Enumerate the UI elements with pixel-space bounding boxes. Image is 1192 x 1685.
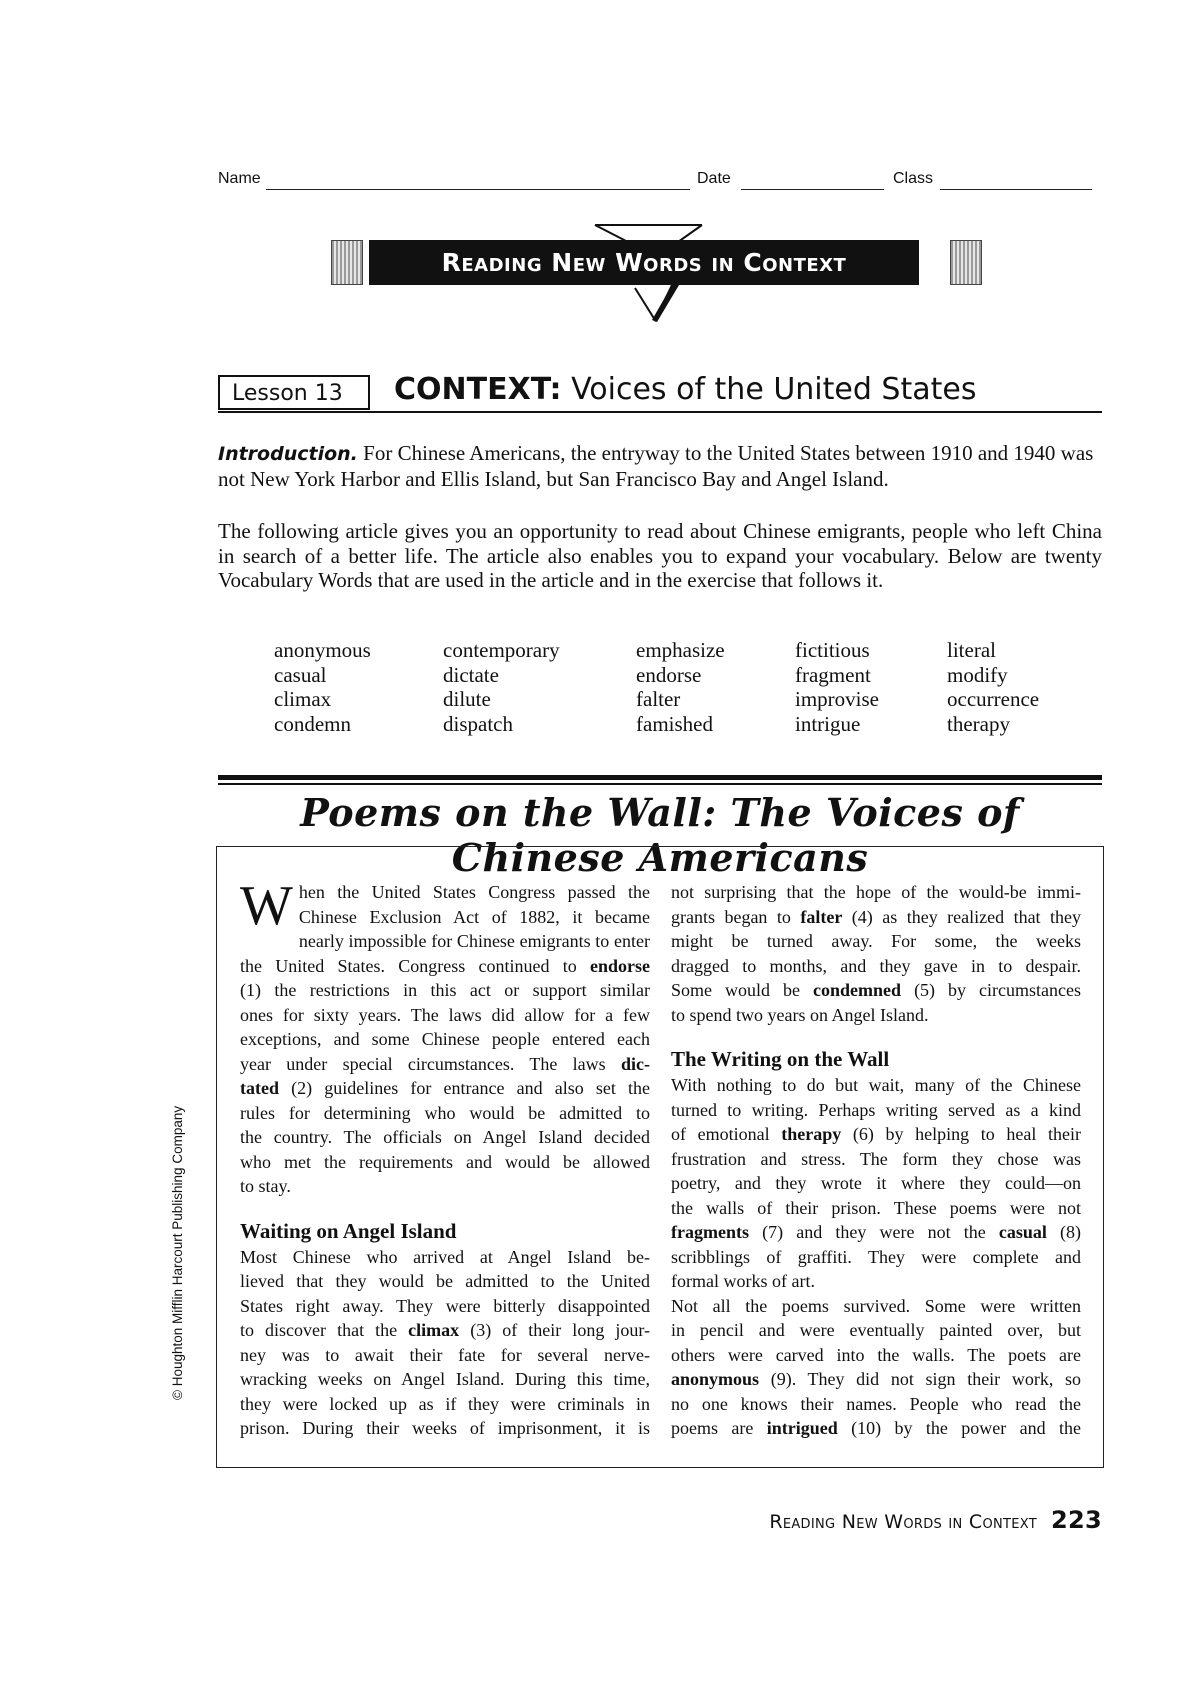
article-line — [671, 1343, 1081, 1368]
vocab-word: fictitious — [795, 638, 870, 662]
article-line — [240, 1003, 650, 1028]
article-line — [240, 1392, 650, 1417]
vocab-highlight: fragments — [671, 1222, 749, 1242]
vocab-word: dilute — [443, 687, 491, 711]
article-subheading: The Writing on the Wall — [671, 1047, 890, 1071]
article-line — [240, 1343, 650, 1368]
article-text: (8) — [1060, 1222, 1081, 1242]
article-line — [240, 1150, 650, 1175]
date-label: Date — [697, 170, 731, 187]
article-subheading: Waiting on Angel Island — [240, 1218, 457, 1243]
introduction-paragraph — [218, 441, 1102, 491]
article-text: might be turned away. For some, the weeks — [671, 931, 1081, 951]
name-line — [266, 189, 690, 190]
article-line — [240, 1367, 650, 1392]
article-text: the country. The officials on Angel Island decided — [240, 1127, 650, 1147]
article-line — [671, 1003, 1081, 1028]
article-line — [671, 1073, 1081, 1098]
article-top-rule-thin — [218, 783, 1102, 785]
paragraph-gap — [240, 1199, 650, 1217]
article-line — [240, 1174, 650, 1199]
article-text: ones for sixty years. The laws did allow for a few — [240, 1004, 650, 1025]
introduction-label: Introduction. — [218, 443, 358, 465]
class-line — [940, 189, 1092, 190]
vocab-word: endorse — [636, 662, 702, 687]
article-text: turned to writing. Perhaps writing served as a kind — [671, 1099, 1081, 1120]
article-text: wracking weeks on Angel Island. During this time, — [240, 1369, 650, 1389]
article-text: of emotional — [671, 1124, 770, 1144]
article-text: to spend two years on Angel Island. — [671, 1004, 929, 1025]
banner-left-pattern — [331, 240, 363, 285]
vocab-column-1 — [274, 638, 371, 736]
article-text: poems are — [671, 1418, 754, 1438]
article-text: Not all the poems survived. Some were written — [671, 1295, 1081, 1316]
article-text: to stay. — [240, 1176, 291, 1196]
vocab-word: literal — [947, 638, 996, 662]
article-title: Poems on the Wall: The Voices of Chinese Americans — [300, 790, 1020, 880]
name-label: Name — [218, 170, 261, 187]
article-line — [240, 1027, 650, 1052]
article-line — [299, 905, 650, 930]
article-line — [671, 978, 1081, 1003]
vocab-highlight: intrigued — [766, 1418, 838, 1438]
footer-label: Reading New Words in Context — [769, 1511, 1037, 1533]
article-text: hen the United States Congress passed the — [298, 882, 650, 902]
lesson-title — [394, 372, 976, 407]
vocab-word: intrigue — [795, 711, 861, 736]
vocab-word: therapy — [947, 711, 1010, 736]
article-line — [671, 1416, 1081, 1441]
article-text: scribblings of graffiti. They were complete and — [671, 1246, 1081, 1267]
article-line — [671, 1269, 1081, 1294]
vocab-column-4 — [795, 638, 879, 736]
vocab-word: climax — [274, 687, 332, 711]
drop-cap: W — [240, 875, 293, 937]
page-footer — [769, 1506, 1102, 1534]
article-text: in pencil and were eventually painted over, but — [671, 1320, 1081, 1340]
article-line — [299, 880, 650, 905]
article-line — [671, 1220, 1081, 1245]
article-text: nearly impossible for Chinese emigrants to enter — [298, 931, 650, 951]
vocab-highlight: anonymous — [671, 1369, 760, 1389]
article-text: to discover that the — [240, 1320, 398, 1340]
article-text: (3) of their long jour- — [470, 1320, 650, 1340]
article-line — [240, 1416, 650, 1441]
article-line — [671, 905, 1081, 930]
article-line — [671, 1245, 1081, 1270]
introduction-text: For Chinese Americans, the entryway to the United States between 1910 and 1940 was not New York Harbor and Ellis Island, but San Francisco Bay and Angel Island. — [218, 441, 1094, 491]
article-line — [240, 954, 650, 979]
vocab-word: contemporary — [443, 638, 560, 662]
vocab-column-5 — [947, 638, 1039, 736]
page-number: 223 — [1051, 1506, 1102, 1534]
class-label: Class — [893, 170, 934, 187]
vocab-highlight: endorse — [590, 955, 650, 976]
article-line — [240, 1076, 650, 1101]
description-paragraph: The following article gives you an opportunity to read about Chinese emigrants, people who left China in search of a better life. The article also enables you to expand your vocabulary. Below are twenty Vocabulary Words that are used in the article and in the exercise that follows it. — [218, 519, 1102, 592]
article-text: lieved that they would be admitted to the United — [240, 1271, 650, 1291]
vocab-word: improvise — [795, 687, 879, 711]
article-text: (5) by circumstances — [914, 980, 1081, 1000]
article-text: (7) and they were not the — [762, 1222, 986, 1242]
vocab-highlight: condemned — [813, 980, 902, 1000]
article-line — [240, 1269, 650, 1294]
vocab-word: dictate — [443, 662, 499, 687]
article-text: exceptions, and some Chinese people entered each — [240, 1029, 650, 1049]
article-line — [671, 1318, 1081, 1343]
vocab-word: dispatch — [443, 711, 513, 736]
article-line — [671, 880, 1081, 905]
paragraph-gap — [671, 1027, 1081, 1045]
article-text: ney was to await their fate for several nerve- — [240, 1344, 650, 1365]
lesson-number-box: Lesson 13 — [218, 375, 370, 410]
article-text: the United States. Congress continued to — [240, 955, 577, 976]
vocab-word: famished — [636, 711, 713, 736]
vocab-highlight: therapy — [781, 1124, 842, 1144]
article-text: the walls of their prison. These poems were not — [671, 1197, 1081, 1218]
vocab-word: occurrence — [947, 687, 1040, 711]
article-text: others were carved into the walls. The poets are — [671, 1344, 1081, 1365]
context-title: Voices of the United States — [571, 372, 977, 407]
article-text: Most Chinese who arrived at Angel Island be- — [240, 1246, 650, 1267]
vocab-word: emphasize — [636, 638, 725, 662]
article-text: Chinese Exclusion Act of 1882, it became — [298, 906, 650, 927]
lesson-rule — [218, 411, 1102, 413]
article-line — [240, 978, 650, 1003]
article-text: dragged to months, and they gave in to despair. — [671, 955, 1081, 976]
article-line — [240, 1052, 650, 1077]
article-text: they were locked up as if they were criminals in — [240, 1393, 650, 1414]
vocab-word: falter — [636, 687, 681, 711]
banner-right-pattern — [950, 240, 982, 285]
article-text: grants began to — [671, 906, 791, 927]
article-text: rules for determining who would be admitted to — [240, 1102, 650, 1123]
article-right-column — [671, 880, 1081, 1441]
article-line — [671, 1098, 1081, 1123]
article-text: who met the requirements and would be allowed — [240, 1151, 650, 1172]
article-text: (9). They did not sign their work, so — [770, 1369, 1081, 1389]
vocab-word: anonymous — [274, 638, 371, 662]
vocab-word: casual — [274, 662, 327, 687]
article-line — [671, 1147, 1081, 1172]
article-text: (1) the restrictions in this act or support similar — [240, 980, 650, 1000]
article-text: (10) by the power and the — [851, 1418, 1081, 1438]
date-line — [741, 189, 884, 190]
article-text: Some would be — [671, 980, 801, 1000]
article-line — [240, 1318, 650, 1343]
article-line — [240, 1294, 650, 1319]
vocab-highlight: casual — [998, 1222, 1047, 1242]
vocab-highlight: falter — [800, 906, 843, 927]
article-line — [240, 1101, 650, 1126]
article-top-rule — [218, 775, 1102, 780]
article-text: no one knows their names. People who read the — [671, 1393, 1081, 1414]
vocab-word: modify — [947, 662, 1008, 687]
vocab-column-3 — [636, 638, 725, 736]
article-line — [671, 1122, 1081, 1147]
article-text: not surprising that the hope of the would-be immi- — [671, 882, 1081, 902]
article-line — [671, 1367, 1081, 1392]
article-line — [240, 1125, 650, 1150]
article-line — [671, 1196, 1081, 1221]
article-line — [671, 929, 1081, 954]
article-text: With nothing to do but wait, many of the Chinese — [671, 1075, 1081, 1095]
vocab-highlight: tated — [240, 1078, 279, 1098]
article-text: (4) as they realized that they — [851, 906, 1081, 927]
vocab-highlight: dic- — [621, 1053, 650, 1074]
copyright-credit: © Houghton Mifflin Harcourt Publishing Company — [170, 1105, 185, 1400]
article-text: year under special circumstances. The laws — [240, 1053, 606, 1074]
article-line — [299, 929, 650, 954]
article-line — [671, 1294, 1081, 1319]
vocab-word: condemn — [274, 711, 351, 736]
banner-title: Reading New Words in Context — [369, 240, 919, 285]
article-text: prison. During their weeks of imprisonment, it is — [240, 1418, 650, 1438]
article-line — [671, 1392, 1081, 1417]
article-text: States right away. They were bitterly disappointed — [240, 1295, 650, 1316]
article-text: frustration and stress. The form they chose was — [671, 1148, 1081, 1169]
vocab-word: fragment — [795, 662, 871, 687]
article-line — [671, 954, 1081, 979]
article-text: poetry, and they wrote it where they could—on — [671, 1173, 1081, 1193]
article-text: formal works of art. — [671, 1271, 815, 1291]
vocab-highlight: climax — [408, 1320, 460, 1340]
article-text: (6) by helping to heal their — [852, 1124, 1081, 1144]
article-left-column — [240, 875, 650, 1441]
article-line — [240, 1245, 650, 1270]
context-label: CONTEXT: — [394, 372, 562, 407]
vocab-column-2 — [443, 638, 560, 736]
article-text: (2) guidelines for entrance and also set the — [291, 1078, 650, 1098]
article-line — [671, 1171, 1081, 1196]
